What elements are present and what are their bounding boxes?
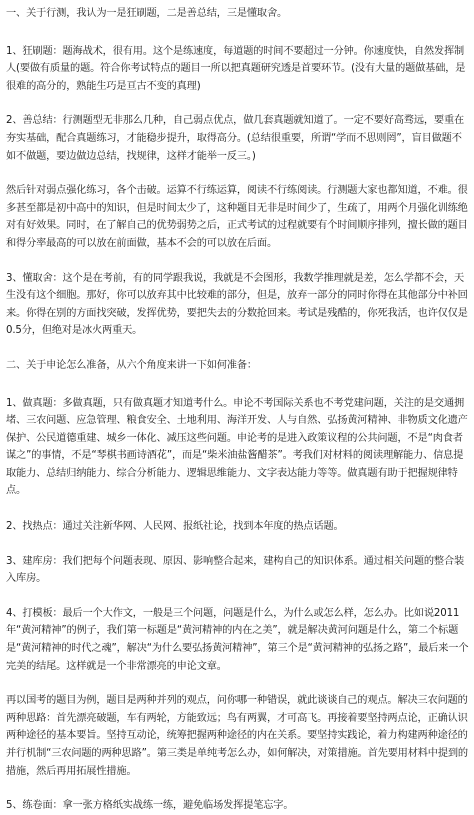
tip-paragraph-qushe: 3、懂取舍：这个是在考前，有的同学跟我说，我就是不会图形，我数学推理就是差，怎么学都不会，天生没有这个细胞。那好，你可以放弃其中比较难的部分，但是，放弃一部分的同时你得在其他部分中补回来。你得在别的方面找突破，发挥优势，要把失去的分数抢回来。考试是残酷的，你死我活，也许仅仅是0.5分，但绝对是冰火两重天。 bbox=[6, 272, 468, 337]
section-heading-xingce: 一、关于行测，我认为一是狂刷题，二是善总结，三是懂取舍。 bbox=[6, 8, 288, 19]
section-heading-shenlun: 二、关于申论怎么准备，从六个角度来讲一下如何准备： bbox=[6, 359, 257, 371]
tip-paragraph-moban: 4、打模板：最后一个大作文，一般是三个问题，问题是什么，为什么或怎么样，怎么办。比如说2011年“黄河精神”的例子，我们第一标题是“黄河精神的内在之美”，就是解决黄河问题是什么，第二个标题是“黄河精神的时代之魂”，解决“为什么要弘扬黄河精神”，第三个是“黄河精神的弘扬之路”，最后来一个完美的结尾。这样就是一个非常漂亮的申论文章。 bbox=[6, 607, 469, 672]
tip-paragraph-zongjie: 2、善总结：行测题型无非那么几种，自己弱点优点，做几套真题就知道了。一定不要好高骛远，要重在夯实基础，配合真题练习，才能稳步提升，取得高分。(总结很重要，所谓“学而不思则罔”，盲目做题不如不做题，要边做边总结，找规律，这样才能举一反三。) bbox=[6, 115, 465, 162]
tip-paragraph-kufang: 3、建库房：我们把每个问题表现、原因、影响整合起来，建构自己的知识体系。通过相关问题的整合装入库房。 bbox=[6, 555, 465, 585]
tip-paragraph-shuati: 1、狂刷题：题海战术，很有用。这个是练速度，每道题的时间不要超过一分钟。你速度快，自然发挥制人(要做有质量的题。符合你考试特点的题目一所以把真题研究透是首要环节。(没有大量的题做基础，是很难的高分的，熟能生巧是亘古不变的真理) bbox=[6, 45, 466, 92]
tip-paragraph-guokao: 再以国考的题目为例，题目是两种并列的观点，问你哪一种错误，就此谈谈自己的观点。解决三农问题的两种思路：首先漂亮破题，车有两轮，方能致远；鸟有两翼，才可高飞。再接着要坚持两点论，正确认识两种途径的基本要旨。坚持互动论，统筹把握两种途径的内在关系。要坚持实践论，着力构建两种途径的并行机制“三农问题的两种思路”。第三类是单纯考怎么办，如何解决，对策措施。首先要用材料中提到的措施，然后再用拓展性措施。 bbox=[6, 695, 468, 777]
tip-paragraph-zhenti: 1、做真题：多做真题，只有做真题才知道考什么。申论不考国际关系也不考党建问题，关注的是交通拥堵、三农问题、应急管理、粮食安全、土地利用、海洋开发、人与自然、弘扬黄河精神、非物质文化遗产保护、公民道德重建、城乡一体化、减压这些问题。申论考的是进入政策议程的公共问题，不是“肉食者谋之”的事情，不是“琴棋书画诗酒花”，而是“柴米油盐酱醋茶”。考我们对材料的阅读理解能力、信息提取能力、总结归纳能力、综合分析能力、逻辑思维能力、文字表达能力等等。做真题有助于把握规律特点。 bbox=[6, 397, 468, 497]
tip-paragraph-redian: 2、找热点：通过关注新华网、人民网、报纸社论，找到本年度的热点话题。 bbox=[6, 521, 344, 533]
tip-paragraph-qianghua: 然后针对弱点强化练习，各个击破。运算不行练运算，阅读不行练阅读。行测题大家也都知道，不难。很多甚至都是初中高中的知识，但是时间太少了，这种题目无非是时间少了，生疏了，用两个月强化训练绝对有好效果。同时，在了解自己的优势弱势之后，正式考试的过程就要有个时间顺序排列，擅长做的题目和得分率最高的可以放在前面做，基本不会的可以放在后面。 bbox=[6, 185, 468, 249]
tip-paragraph-juanmian: 5、练卷面：拿一张方格纸实战练一练，避免临场发挥提笔忘字。 bbox=[6, 800, 294, 812]
